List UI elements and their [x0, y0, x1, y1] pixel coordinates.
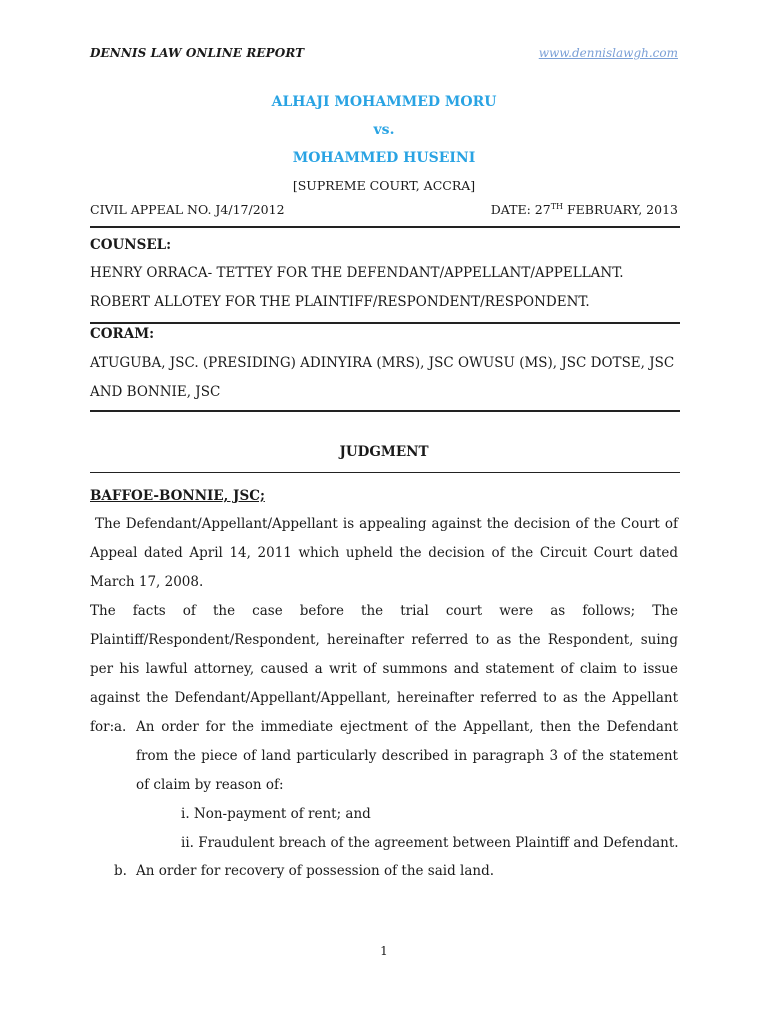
counsel-label: COUNSEL: [90, 237, 172, 253]
list-marker: b. [114, 863, 127, 879]
versus-label: vs. [373, 122, 395, 138]
page-number: 1 [380, 944, 388, 958]
counsel-line: ROBERT ALLOTEY FOR THE PLAINTIFF/RESPONDENT/RESPONDENT. [90, 294, 590, 310]
judgment-heading: JUDGMENT [339, 444, 429, 460]
party-one-title: ALHAJI MOHAMMED MORU [271, 94, 497, 110]
coram-label: CORAM: [90, 326, 155, 342]
judgment-date: DATE: 27TH FEBRUARY, 2013 [490, 202, 678, 218]
website-link[interactable]: www.dennislawgh.com [538, 46, 678, 60]
coram-line: ATUGUBA, JSC. (PRESIDING) ADINYIRA (MRS), JSC OWUSU (MS), JSC DOTSE, JSC [90, 355, 675, 371]
sub-list-item: i. Non-payment of rent; and [181, 806, 371, 822]
list-marker: a. [114, 719, 127, 735]
appeal-info-row [90, 202, 678, 217]
judge-name: BAFFOE-BONNIE, JSC; [90, 488, 265, 504]
appeal-number: CIVIL APPEAL NO. J4/17/2012 [90, 202, 285, 217]
paragraph: The facts of the case before the trial court were as follows; The Plaintiff/Respondent/Respondent, hereinafter referred to as the Respondent, suing per his lawful attorney, caused a writ of summons and statement of claim to issue against the Defendant/Appellant/Appellant, hereinafter referred to as the Appellant for: [90, 603, 678, 735]
list-item-text: An order for recovery of possession of the said land. [136, 863, 495, 879]
party-two-title: MOHAMMED HUSEINI [292, 150, 476, 166]
list-item [90, 857, 678, 886]
counsel-line: HENRY ORRACA- TETTEY FOR THE DEFENDANT/APPELLANT/APPELLANT. [90, 265, 624, 281]
sub-list-item: ii. Fraudulent breach of the agreement between Plaintiff and Defendant. [181, 835, 679, 851]
court-name: [SUPREME COURT, ACCRA] [292, 178, 476, 193]
divider [90, 322, 680, 324]
divider [90, 472, 680, 473]
paragraph: The Defendant/Appellant/Appellant is appealing against the decision of the Court of Appeal dated April 14, 2011 which upheld the decision of the Circuit Court dated March 17, 2008. [90, 516, 683, 590]
publication-header: DENNIS LAW ONLINE REPORT [90, 46, 305, 60]
coram-line: AND BONNIE, JSC [90, 384, 221, 400]
list-item [90, 713, 678, 800]
divider [90, 410, 680, 412]
divider [90, 226, 680, 228]
list-item-text: An order for the immediate ejectment of the Appellant, then the Defendant from the piece of land particularly described in paragraph 3 of the statement of claim by reason of: [136, 719, 678, 793]
